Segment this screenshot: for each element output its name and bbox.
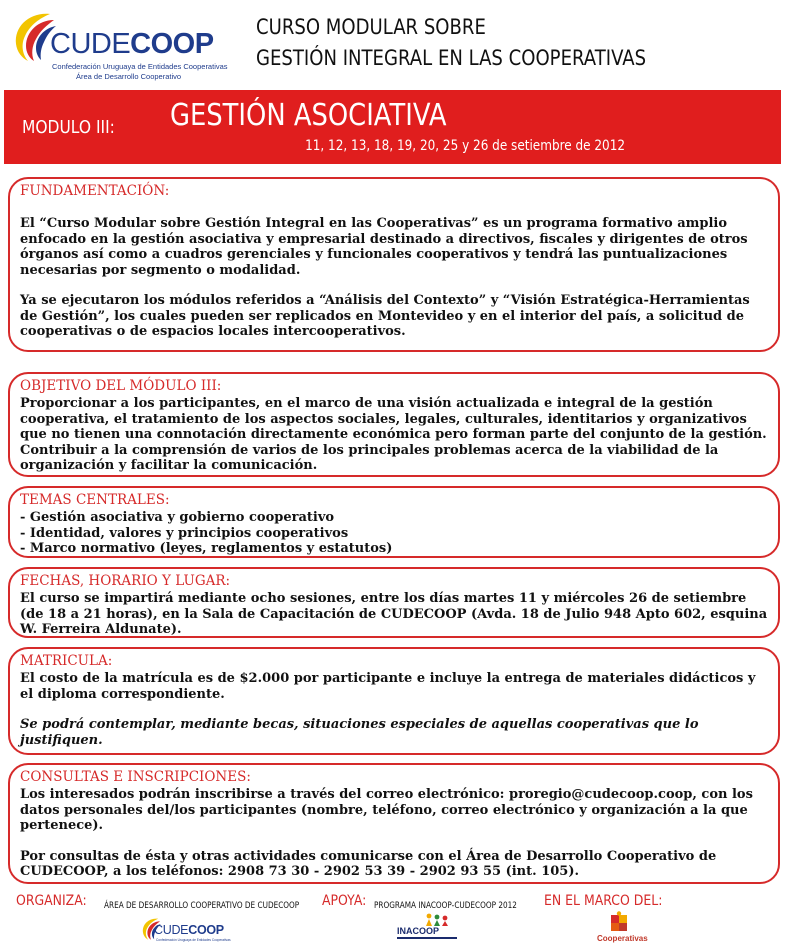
module-number: MODULO III: bbox=[22, 117, 115, 138]
footer-logo-text: CUDECOOP bbox=[154, 923, 224, 937]
organiza-label: ORGANIZA: bbox=[16, 893, 90, 909]
inacoop-logo bbox=[397, 913, 461, 943]
section-title: FUNDAMENTACIÓN: bbox=[20, 183, 170, 199]
module-title: GESTIÓN ASOCIATIVA bbox=[170, 98, 447, 133]
section-matricula bbox=[8, 647, 780, 755]
section-fundamentacion bbox=[8, 177, 780, 352]
section-objetivo bbox=[8, 372, 780, 477]
cudecoop-logo bbox=[10, 8, 228, 82]
section-title: FECHAS, HORARIO Y LUGAR: bbox=[20, 573, 231, 589]
international-year-cooperatives-logo bbox=[589, 911, 649, 947]
list-item: - Gestión asociativa y gobierno cooperativo bbox=[20, 510, 335, 525]
section-title: TEMAS CENTRALES: bbox=[20, 492, 170, 508]
section-fechas-horario-lugar bbox=[8, 567, 780, 638]
fechas-text: El curso se impartirá mediante ocho sesiones, entre los días martes 11 y miércoles 26 de setiembre (de 18 a 21 horas), en la Sala de Capacitación de CUDECOOP (Avda. 18 de Julio 948 Apto 602, esquina W. Ferreira Aldunate). bbox=[20, 591, 768, 637]
logo-subtitle-confederacion: Confederación Uruguaya de Entidades Cooperativas bbox=[52, 62, 228, 71]
matricula-text: El costo de la matrícula es de $2.000 por participante e incluye la entrega de materiales didácticos y el diploma correspondiente. bbox=[20, 671, 756, 702]
objetivo-text: Proporcionar a los participantes, en el marco de una visión actualizada e integral de la gestión cooperativa, el tratamiento de los aspectos sociales, legales, culturales, identitarios y organizativos que no tienen una connotación directamente económica pero forman parte del conjunto de la gestión. Contribuir a la comprensión de varios de los principales problemas acerca de la viabilidad de la organización y facilitar la comunicación. bbox=[20, 396, 767, 473]
apoya-text: PROGRAMA INACOOP-CUDECOOP 2012 bbox=[374, 901, 517, 911]
fundamentacion-paragraph-1: El “Curso Modular sobre Gestión Integral en las Cooperativas” es un programa formativo amplio enfocado en la gestión asociativa y empresarial destinado a directivos, fiscales y dirigentes de otros órganos así como a cuadros gerenciales y funcionales cooperativos y tendrá las puntualizaciones necesarias por segmento o modalidad. bbox=[20, 216, 748, 278]
list-item: - Marco normativo (leyes, reglamentos y estatutos) bbox=[20, 541, 393, 556]
course-title-line2: GESTIÓN INTEGRAL EN LAS COOPERATIVAS bbox=[256, 46, 647, 70]
apoya-label: APOYA: bbox=[322, 893, 367, 909]
footer-logo-subtitle: Confederación Uruguaya de Entidades Cooperativas bbox=[156, 938, 231, 942]
matricula-becas-note: Se podrá contemplar, mediante becas, situaciones especiales de aquellas cooperativas que lo justifiquen. bbox=[20, 717, 699, 748]
section-consultas-inscripciones bbox=[8, 763, 780, 884]
people-icon bbox=[399, 913, 459, 927]
cudecoop-logo-text: CUDECOOP bbox=[50, 28, 214, 60]
organiza-text: ÁREA DE DESARROLLO COOPERATIVO DE CUDECOOP bbox=[104, 901, 300, 911]
en-el-marco-label: EN EL MARCO DEL: bbox=[544, 893, 663, 909]
section-title: CONSULTAS E INSCRIPCIONES: bbox=[20, 769, 251, 785]
course-title-line1: CURSO MODULAR SOBRE bbox=[256, 15, 486, 39]
inacoop-logo-text: INACOOP bbox=[397, 926, 440, 936]
cudecoop-footer-logo bbox=[140, 916, 231, 948]
inacoop-underline bbox=[397, 937, 457, 939]
consultas-paragraph-1: Los interesados podrán inscribirse a través del correo electrónico: proregio@cudecoop.coop, con los datos personales del/los participantes (nombre, teléfono, correo electrónico y organización a la que pertenece). bbox=[20, 787, 753, 833]
fundamentacion-paragraph-2: Ya se ejecutaron los módulos referidos a “Análisis del Contexto” y “Visión Estratégica-Herramientas de Gestión”, los cuales pueden ser replicados en Montevideo y en el interior del país, a solicitud de cooperativas o de espacios locales intercooperativos. bbox=[20, 293, 750, 339]
section-title: OBJETIVO DEL MÓDULO III: bbox=[20, 378, 222, 394]
list-item: - Identidad, valores y principios cooperativos bbox=[20, 525, 349, 541]
module-banner bbox=[4, 90, 781, 164]
cube-people-icon bbox=[605, 911, 633, 935]
section-title: MATRICULA: bbox=[20, 653, 113, 669]
consultas-paragraph-2: Por consultas de ésta y otras actividades comunicarse con el Área de Desarrollo Cooperativo de CUDECOOP, a los teléfonos: 2908 73 30 - 2902 53 39 - 2902 93 55 (int. 105). bbox=[20, 848, 717, 879]
course-title bbox=[256, 12, 646, 74]
logo-subtitle-area: Área de Desarrollo Cooperativo bbox=[76, 72, 182, 81]
module-dates: 11, 12, 13, 18, 19, 20, 25 y 26 de setiembre de 2012 bbox=[305, 138, 625, 154]
section-temas-centrales bbox=[8, 486, 780, 558]
year-logo-text: Cooperativas bbox=[597, 934, 648, 943]
